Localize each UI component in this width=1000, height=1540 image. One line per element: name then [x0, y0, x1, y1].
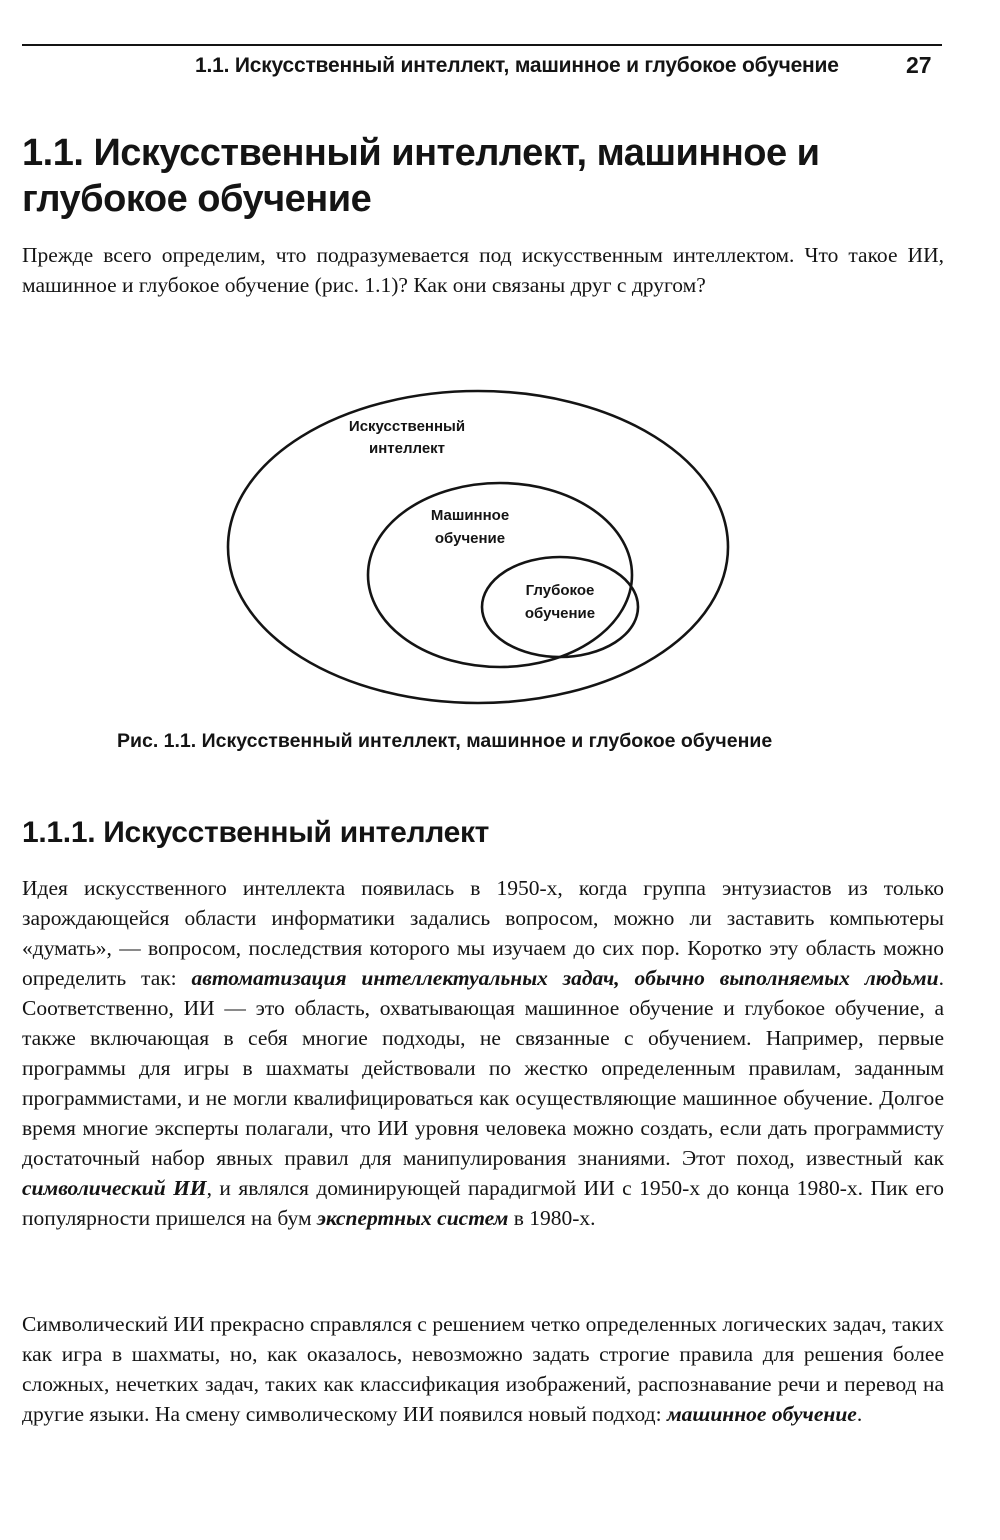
- p1-emphasis-3: экспертных систем: [316, 1206, 509, 1230]
- caption-text: Искусственный интеллект, машинное и глубокое обучение: [201, 730, 773, 752]
- p2-text-1: Символический ИИ прекрасно справлялся с решением четко определенных логических задач, таких как игра в шахматы, но, как оказалось, невозможно задать строгие правила для решения более сложных, нечетких задач, таких как классификация изображений, распознавание речи и перевод на другие языки. На смену символическому ИИ появился новый подход:: [22, 1312, 944, 1426]
- p2-emphasis-1: машинное обучение: [666, 1402, 857, 1426]
- figure-caption: [117, 730, 772, 753]
- middle-label-line1: Машинное: [430, 507, 510, 524]
- p1-text-1: Идея искусственного интеллекта появилась в 1950-х, когда группа энтузиастов из только зарождающейся области информатики задались вопросом, можно ли заставить компьютеры «думать», — вопросом, последствия которого мы изучаем до сих пор. Коротко эту область можно определить так:: [22, 876, 944, 990]
- p1-emphasis-2: символический ИИ: [22, 1176, 207, 1200]
- section-title: 1.1. Искусственный интеллект, машинное и глубокое обучение: [22, 132, 820, 220]
- intro-paragraph: Прежде всего определим, что подразумевается под искусственным интеллектом. Что такое ИИ, машинное и глубокое обучение (рис. 1.1)? Как они связаны друг с другом?: [22, 243, 944, 297]
- body-paragraph-2: [22, 1309, 944, 1429]
- running-head: 1.1. Искусственный интеллект, машинное и глубокое обучение: [195, 54, 839, 77]
- p1-text-3: , и являлся доминирующей парадигмой ИИ с 1950-х до конца 1980-х. Пик его популярности пришелся на бум: [22, 1176, 945, 1230]
- p1-emphasis-1: автоматизация интеллектуальных задач, обычно выполняемых людьми: [191, 966, 939, 990]
- inner-label-line1: Глубокое: [525, 582, 595, 599]
- figure-venn-diagram: [220, 385, 740, 710]
- outer-label-line1: Искусственный: [348, 418, 466, 435]
- outer-ellipse-ai: [228, 391, 728, 703]
- caption-prefix: Рис. 1.1.: [117, 730, 197, 752]
- body-paragraph-1: [22, 873, 944, 1233]
- p1-text-2: . Соответственно, ИИ — это область, охватывающая машинное обучение и глубокое обучение, а также включающая в себя многие подходы, не связанные с обучением. Например, первые программы для игры в шахматы действовали по жестко определенным правилам, заданным программистами, и не могли квалифицироваться как осуществляющие машинное обучение. Долгое время многие эксперты полагали, что ИИ уровня человека можно создать, если дать программисту достаточный набор явных правил для манипулирования знаниями. Этот поход, известный как: [22, 966, 944, 1170]
- middle-label-line2: обучение: [434, 530, 506, 547]
- outer-label-line2: интеллект: [368, 440, 446, 457]
- p1-text-4: в 1980-х.: [508, 1206, 596, 1230]
- header-rule: [22, 44, 942, 46]
- subsection-title: 1.1.1. Искусственный интеллект: [22, 816, 490, 849]
- inner-label-line2: обучение: [524, 605, 596, 622]
- page-number: 27: [906, 52, 932, 78]
- venn-diagram: [220, 385, 740, 710]
- p2-text-2: .: [856, 1402, 863, 1426]
